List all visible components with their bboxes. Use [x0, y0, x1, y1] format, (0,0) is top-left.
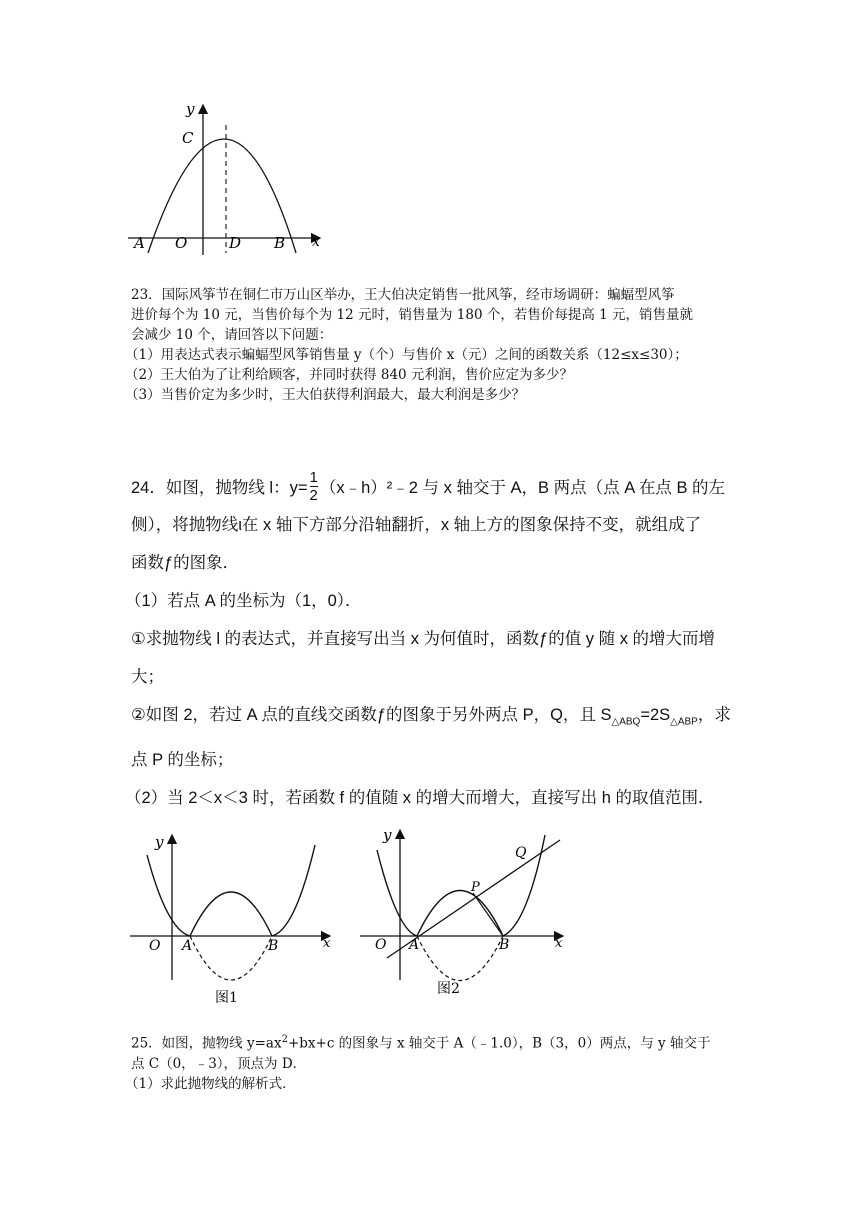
- fig2-label-B: B: [499, 937, 510, 953]
- figure-2: [355, 825, 570, 1005]
- q24-line2: 侧），将抛物线ι在 x 轴下方部分沿轴翻折，x 轴上方的图象保持不变，就组成了: [131, 516, 702, 534]
- q23-line1: 23．国际风筝节在铜仁市万山区举办，王大伯决定销售一批风筝，经市场调研：蝙蝠型风筝: [131, 287, 675, 303]
- question-25: [125, 1030, 831, 1094]
- q24-sub1-a: ①求抛物线 l 的表达式，并直接写出当 x 为何值时，函数ƒ的值 y 随 x 的增大而增: [131, 630, 716, 648]
- fig2-dashed-arc: [417, 936, 503, 981]
- q24-sub1-b: 大；: [131, 668, 164, 686]
- q24-part2: （2）当 2＜x＜3 时，若函数 f 的值随 x 的增大而增大，直接写出 h 的取值范围．: [125, 789, 715, 808]
- top-parabola-figure: [120, 95, 340, 260]
- fig1-left-branch: [147, 855, 190, 936]
- fig1-label-A: A: [182, 938, 193, 954]
- figure-1: [125, 830, 340, 1010]
- q25-line2: 点 C（0，﹣3），顶点为 D．: [131, 1055, 307, 1072]
- fig1-upper-arc: [190, 892, 272, 936]
- q24-line3: 函数ƒ的图象．: [131, 554, 240, 572]
- q24-part1: （1）若点 A 的坐标为（1，0）．: [125, 592, 362, 610]
- question-23: [125, 285, 831, 405]
- q25-line1: 25．如图，抛物线 $y=ax^2+bx+c$ 的图象与 x 轴交于 A（﹣1.0），B（3，0）两点，与 y 轴交于: [131, 1034, 711, 1052]
- q24-sub2-a: ②如图 2，若过 A 点的直线交函数ƒ的图象于另外两点 P，Q，且 $S_{\triangle ABQ}=2S_{\triangle ABP}$，求: [131, 706, 731, 728]
- question-24: [125, 466, 741, 817]
- label-y: y: [186, 100, 195, 118]
- fig2-label-O: O: [375, 937, 387, 953]
- fig2-segment-PB: [473, 893, 503, 936]
- q23-line3: 会减少 10 个，请回答以下问题：: [131, 327, 333, 343]
- fig2-label-A: A: [409, 937, 420, 953]
- q23-item3: （3）当售价定为多少时，王大伯获得利润最大，最大利润是多少？: [125, 387, 526, 403]
- fig2-left-branch: [377, 850, 417, 936]
- q23-line2: 进价每个为 10 元，当售价每个为 12 元时，销售量为 180 个，若售价每提高 1 元，销售量就: [131, 307, 694, 323]
- fig2-label-x: x: [555, 936, 563, 951]
- label-C: C: [182, 129, 194, 147]
- q23-item1: （1）用表达式表示蝙蝠型风筝销售量 y（个）与售价 x（元）之间的函数关系（12≤x≤30）；: [125, 347, 688, 363]
- label-O: O: [175, 234, 188, 252]
- q23-item2: （2）王大伯为了让利给顾客，并同时获得 840 元利润，售价应定为多少？: [125, 367, 573, 383]
- label-B: B: [274, 234, 286, 252]
- q24-sub2-b: 点 P 的坐标；: [131, 751, 234, 770]
- fig1-dashed-arc: [190, 936, 272, 980]
- fig1-label-x: x: [323, 936, 331, 951]
- q24-fraction: $\frac{1}{2}$: [309, 468, 318, 504]
- q24-line1-start: 24．如图，抛物线 l：y=: [131, 479, 308, 497]
- label-D: D: [229, 234, 242, 252]
- fig2-label-P: P: [471, 880, 480, 895]
- fig2-label-y: y: [383, 826, 392, 844]
- label-A: A: [134, 234, 145, 252]
- fig1-caption: 图1: [215, 990, 238, 1006]
- q25-item1: （1）求此抛物线的解析式．: [125, 1075, 296, 1092]
- fig1-label-y: y: [155, 833, 164, 851]
- fig1-label-B: B: [268, 938, 279, 954]
- fig2-label-Q: Q: [515, 845, 527, 861]
- fig2-caption: 图2: [437, 981, 460, 997]
- label-x: x: [312, 234, 320, 250]
- fig1-label-O: O: [149, 938, 161, 954]
- fig1-right-branch: [272, 845, 315, 936]
- q24-line1-end: （x﹣h）²﹣2 与 x 轴交于 A，B 两点（点 A 在点 B 的左: [319, 479, 726, 497]
